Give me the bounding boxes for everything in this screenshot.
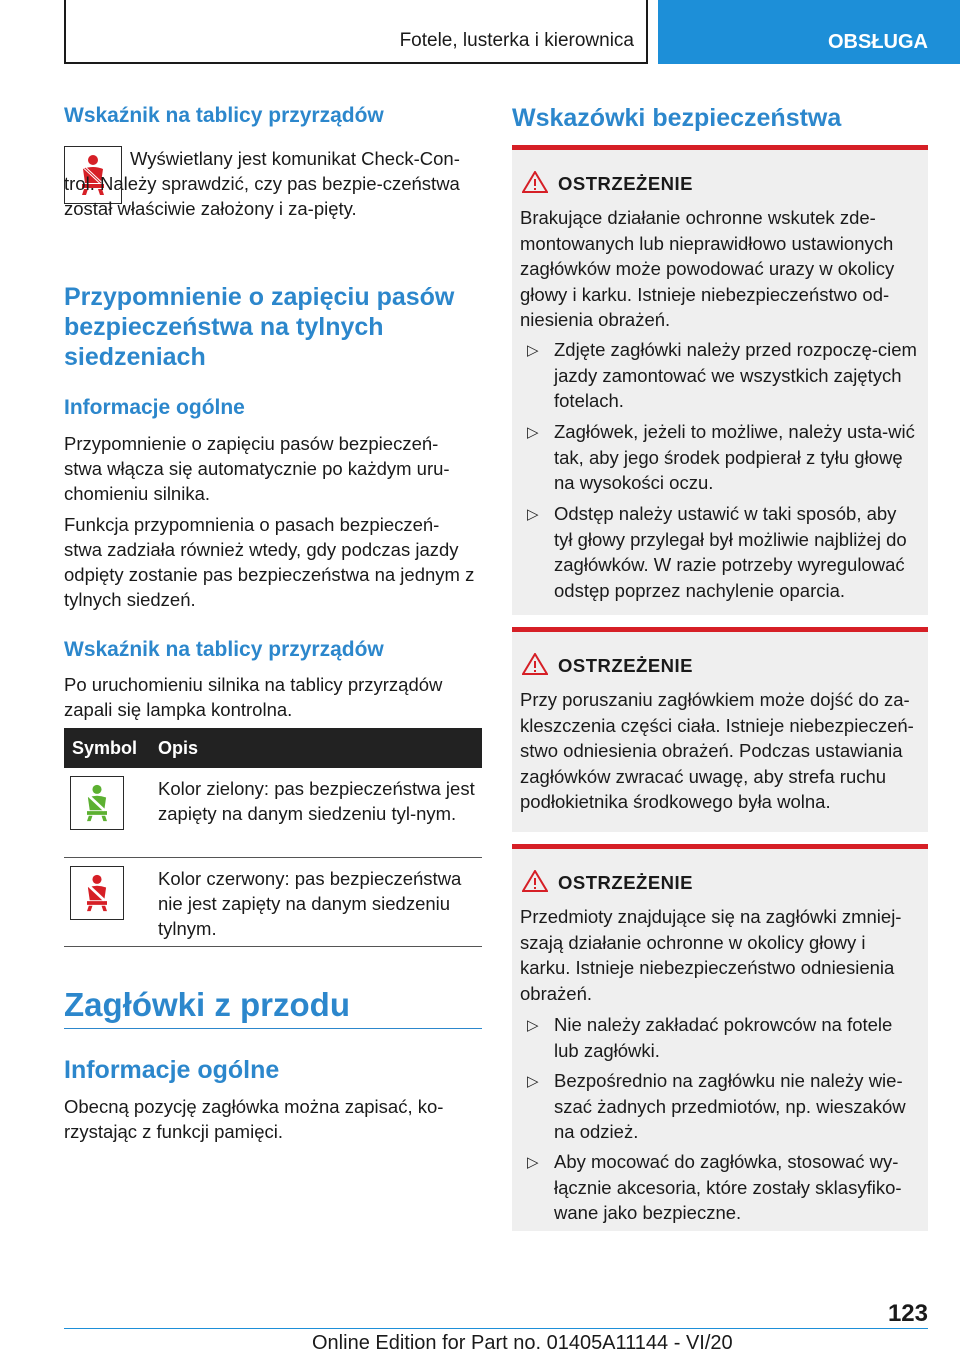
edition-footer: Online Edition for Part no. 01405A11144 - VI/20 [312,1332,733,1354]
bullet-triangle-icon: ▷ [527,1154,539,1171]
bullet-triangle-icon: ▷ [527,424,539,441]
bullet-triangle-icon: ▷ [527,1073,539,1090]
warning-bar [512,145,928,150]
page-number: 123 [887,1300,928,1327]
heading-general-info: Informacje ogólne [64,396,245,419]
seatbelt-green-icon [70,776,124,830]
heading-indicator-2: Wskaźnik na tablicy przyrządów [64,638,384,661]
bullet-triangle-icon: ▷ [527,342,539,359]
section-title: Fotele, lusterka i kierownica [399,30,634,51]
bullet-item: Zagłówek, jeżeli to możliwe, należy usta-wić tak, aby jego środek podpierał z tyłu głowę na wysokości oczu. [554,421,915,493]
heading-underline [64,1028,482,1029]
col-symbol: Symbol [72,738,138,758]
row-divider [64,857,482,858]
warning-text: Przedmioty znajdujące się na zagłówki zmniej-szają działanie ochronne w okolicy głowy i karku. Istnieje niebezpieczeństwo odniesienia obrażeń. [520,906,902,1004]
warning-triangle-icon [522,171,548,193]
general-info-paragraph-2: Funkcja przypomnienia o pasach bezpieczeń-stwa zadziała również wtedy, gdy podczas jazdy odpięty zostanie pas bezpieczeństwa na jednym z tylnych siedzeń. [64,514,475,610]
bullet-item: Nie należy zakładać pokrowców na fotele lub zagłówki. [554,1014,893,1061]
footer-divider [64,1328,928,1329]
bullet-item: Odstęp należy ustawić w taki sposób, aby tył głowy przylegał był możliwie najbliżej do zagłówków. W razie potrzeby wyregulować odstęp poprzez nachylenie oparcia. [554,503,907,601]
bullet-item: Zdjęte zagłówki należy przed rozpoczę-ciem jazdy zamontować we wszystkich zajętych fotelach. [554,339,917,411]
warning-title: OSTRZEŻENIE [558,173,694,194]
col-description: Opis [158,738,199,758]
indicator-paragraph-2: Po uruchomieniu silnika na tablicy przyrządów zapali się lampka kontrolna. [64,674,443,720]
indicator-paragraph: Wyświetlany jest komunikat Check-Con-trol. Należy sprawdzić, czy pas bezpie-czeństwa został właściwie założony i za-pięty. [64,148,460,219]
chapter-tab-label: OBSŁUGA [828,31,928,53]
warning-triangle-icon [522,870,548,892]
chapter-tab[interactable] [658,0,960,64]
seatbelt-red-icon [70,866,124,920]
warning-title: OSTRZEŻENIE [558,655,694,676]
heading-safety-notes: Wskazówki bezpieczeństwa [512,104,842,132]
warning-text: Przy poruszaniu zagłówkiem może dojść do za-kleszczenia części ciała. Istnieje niebezpieczeń-stwo odniesienia obrażeń. Podczas ustawiania zagłówków zwracać uwagę, aby strefa ruchu podłokietnika środkowego była wolna. [520,689,914,812]
warning-title: OSTRZEŻENIE [558,872,694,893]
warning-bar [512,627,928,632]
heading-general-info-2: Informacje ogólne [64,1056,280,1084]
warning-triangle-icon [522,653,548,675]
warning-box [512,844,928,1231]
warning-text: Brakujące działanie ochronne wskutek zde-montowanych lub nieprawidłowo ustawionych zagłówków może powodować urazy w okolicy głowy i karku. Istnieje niebezpieczeństwo od-niesienia obrażeń. [520,207,895,330]
memory-paragraph: Obecną pozycję zagłówka można zapisać, ko-rzystając z funkcji pamięci. [64,1096,444,1142]
header-box [64,0,648,64]
table-cell-text: Kolor zielony: pas bezpieczeństwa jest zapięty na danym siedzeniu tyl-nym. [158,778,475,824]
table-cell-text: Kolor czerwony: pas bezpieczeństwa nie jest zapięty na danym siedzeniu tylnym. [158,868,462,939]
bullet-triangle-icon: ▷ [527,1017,539,1034]
heading-front-headrests: Zagłówki z przodu [64,986,350,1023]
heading-indicator: Wskaźnik na tablicy przyrządów [64,104,384,127]
symbol-table-header [64,728,482,768]
row-divider [64,946,482,947]
bullet-item: Bezpośrednio na zagłówku nie należy wie-szać żadnych przedmiotów, np. wieszaków na odzież. [554,1070,906,1142]
warning-bar [512,844,928,849]
bullet-item: Aby mocować do zagłówka, stosować wy-łącznie akcesoria, które zostały sklasyfiko-wane jako bezpieczne. [554,1151,902,1223]
bullet-triangle-icon: ▷ [527,506,539,523]
warning-box [512,145,928,615]
heading-rear-reminder: Przypomnienie o zapięciu pasów bezpieczeństwa na tylnych siedzeniach [64,283,455,371]
general-info-paragraph-1: Przypomnienie o zapięciu pasów bezpieczeń-stwa włącza się automatycznie po każdym uru-chomieniu silnika. [64,433,450,504]
warning-box [512,627,928,832]
